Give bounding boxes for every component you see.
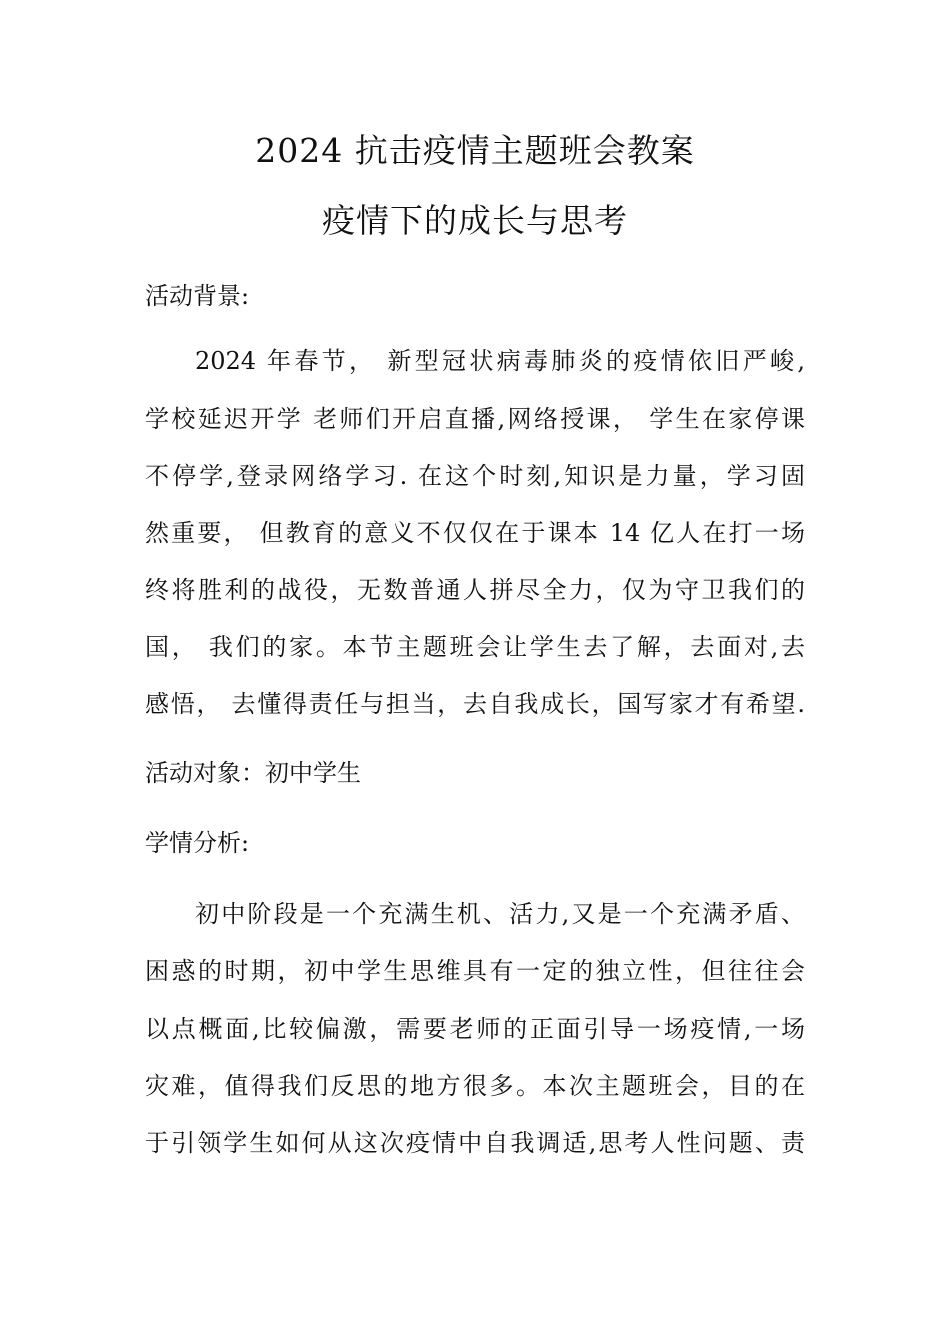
paragraph-line: 灾难，值得我们反思的地方很多。本次主题班会，目的在	[145, 1072, 805, 1100]
paragraph-line: 然重要， 但教育的意义不仅仅在于课本 14 亿人在打一场	[145, 519, 805, 547]
paragraph-line: 初中阶段是一个充满生机、活力,又是一个充满矛盾、	[195, 900, 805, 928]
paragraph-line: 不停学,登录网络学习. 在这个时刻,知识是力量，学习固	[145, 462, 805, 490]
background-heading: 活动背景:	[145, 282, 250, 310]
document-subtitle: 疫情下的成长与思考	[322, 201, 628, 240]
paragraph-line: 学校延迟开学 老师们开启直播,网络授课， 学生在家停课	[145, 405, 805, 433]
paragraph-line: 以点概面,比较偏激，需要老师的正面引导一场疫情,一场	[145, 1015, 805, 1043]
analysis-heading: 学情分析:	[145, 829, 250, 857]
paragraph-line: 感悟， 去懂得责任与担当，去自我成长，国写家才有希望.	[145, 690, 805, 718]
paragraph-line: 2024 年春节， 新型冠状病毒肺炎的疫情依旧严峻,	[195, 347, 805, 375]
paragraph-line: 终将胜利的战役，无数普通人拼尽全力，仅为守卫我们的	[145, 576, 805, 604]
paragraph-line: 国， 我们的家。本节主题班会让学生去了解，去面对,去	[145, 633, 805, 661]
target-audience-heading: 活动对象：初中学生	[145, 759, 361, 787]
paragraph-line: 于引领学生如何从这次疫情中自我调适,思考人性问题、责	[145, 1129, 805, 1157]
paragraph-line: 困惑的时期，初中学生思维具有一定的独立性，但往往会	[145, 957, 805, 985]
document-title: 2024 抗击疫情主题班会教案	[255, 131, 695, 170]
